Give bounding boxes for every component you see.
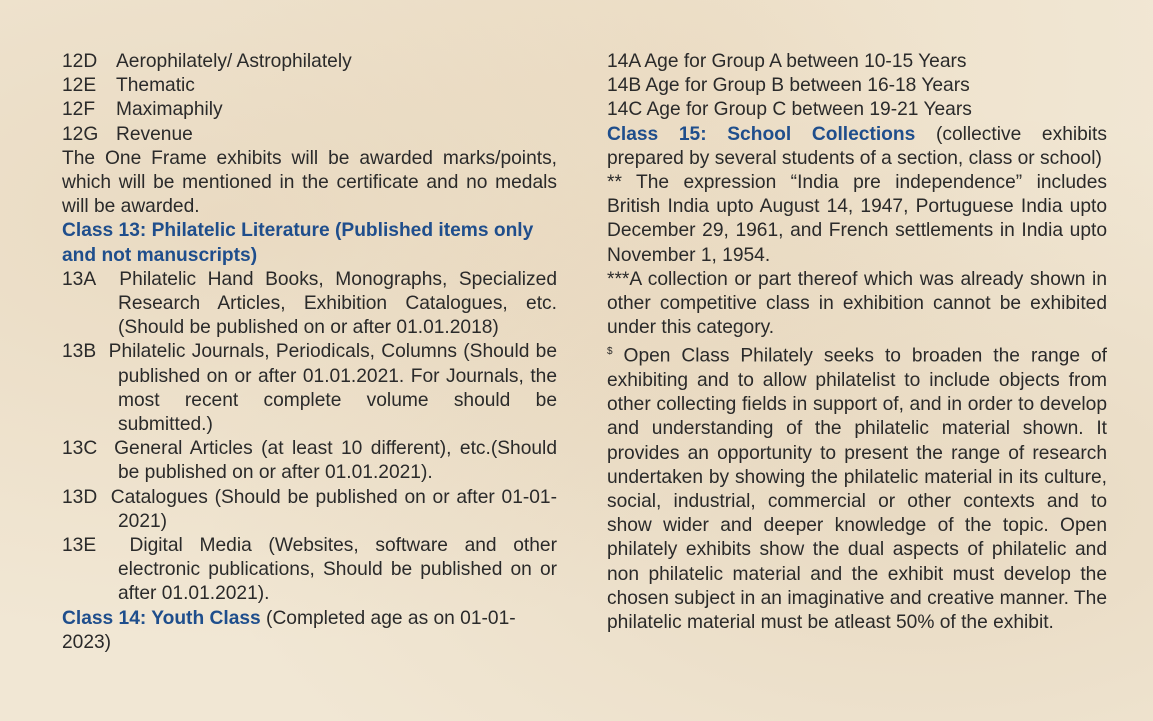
list-item-12f <box>62 98 557 122</box>
list-item-12d <box>62 50 557 74</box>
class14-paragraph <box>62 607 557 655</box>
class14-note: (Completed age as on 01-01-2023) <box>62 607 516 653</box>
left-column <box>62 50 557 655</box>
class13-heading: Class 13: Philatelic Literature (Published items only and not manuscripts) <box>62 220 534 266</box>
item-code: 13E <box>62 535 97 557</box>
list-item-12e <box>62 74 557 98</box>
item-text: Revenue <box>116 123 193 145</box>
list-item-13c <box>62 437 557 485</box>
item-text: Digital Media (Websites, software and other electronic publications, Should be published on or after 01.01.2021). <box>118 535 557 605</box>
list-item-13b <box>62 340 557 437</box>
item-text: Aerophilately/ Astrophilately <box>116 51 352 72</box>
class15-paragraph <box>607 123 1107 171</box>
list-item-14b: 14B Age for Group B between 16-18 Years <box>607 75 970 97</box>
footnote-mark: $ <box>607 346 613 358</box>
list-item-13d <box>62 486 557 534</box>
item-text: Maximaphily <box>116 99 223 121</box>
footnote-open-text: Open Class Philately seeks to broaden the range of exhibiting and to allow philatelist to include objects from other collecting fields in support of, and in order to develop and understanding of the philatelic material shown. It provides an opportunity to present the range of research undertaken by showing the philatelic material in its culture, social, industrial, commercial or other contexts and to show wider and deeper knowledge of the topic. Open philately exhibits show the dual aspects of philatelic and non philatelic material and the exhibit must develop the chosen subject in an imaginative and creative manner. The philatelic material must be atleast 50% of the exhibit. <box>607 345 1107 634</box>
class15-heading: Class 15: School Collections <box>607 123 916 145</box>
list-item-13a <box>62 268 557 341</box>
list-item-12g <box>62 123 557 147</box>
one-frame-note: The One Frame exhibits will be awarded marks/points, which will be mentioned in the certificate and no medals will be awarded. <box>62 147 557 218</box>
footnote-open-class <box>607 340 1107 635</box>
item-code: 12G <box>62 123 99 145</box>
item-code: 13C <box>62 438 98 460</box>
class14-heading: Class 14: Youth Class <box>62 607 261 629</box>
footnote-collection: ***A collection or part thereof which was already shown in other competitive class in exhibition cannot be exhibited under this category. <box>607 268 1107 339</box>
list-item-14a: 14A Age for Group A between 10-15 Years <box>607 51 967 72</box>
footnote-india: ** The expression “India pre independence” includes British India upto August 14, 1947, Portuguese India upto December 29, 1961, and French settlements in India upto November 1, 1954. <box>607 172 1107 266</box>
item-code: 13D <box>62 486 98 508</box>
right-column <box>607 50 1107 635</box>
item-code: 12E <box>62 75 97 97</box>
class15-note: (collective exhibits prepared by several students of a section, class or school) <box>607 123 1107 169</box>
item-code: 12F <box>62 99 96 121</box>
item-text: Philatelic Journals, Periodicals, Columns (Should be published on or after 01.01.2021. For Journals, the most recent complete volume should be submitted.) <box>108 341 557 436</box>
item-text: Thematic <box>116 75 195 97</box>
item-code: 13B <box>62 341 97 363</box>
item-code: 12D <box>62 51 98 72</box>
item-text: General Articles (at least 10 different), etc.(Should be published on or after 01.01.2021). <box>114 438 557 484</box>
item-text: Catalogues (Should be published on or after 01-01-2021) <box>110 486 557 532</box>
list-item-13e <box>62 534 557 607</box>
list-item-14c: 14C Age for Group C between 19-21 Years <box>607 99 972 121</box>
item-text: Philatelic Hand Books, Monographs, Specialized Research Articles, Exhibition Catalogues, etc. (Should be published on or after 01.01.2018) <box>118 268 557 339</box>
item-code: 13A <box>62 268 97 290</box>
